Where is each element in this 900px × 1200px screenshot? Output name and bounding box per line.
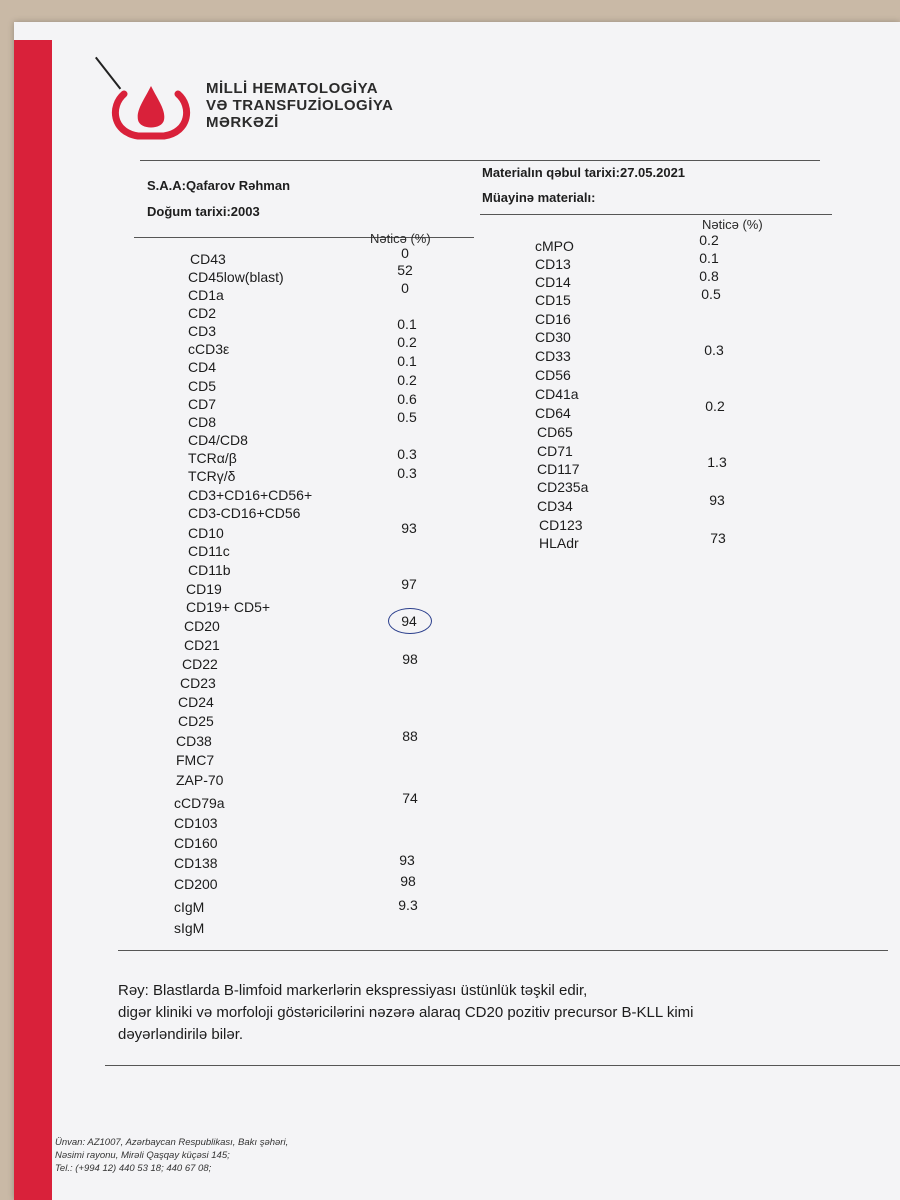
conclusion-line1: Rəy: Blastlarda B-limfoid markerlərin ekspressiyası üstünlük təşkil edir,	[118, 982, 588, 999]
marker-name: cCD79a	[174, 795, 225, 811]
marker-name: CD16	[535, 311, 571, 327]
marker-value: 97	[401, 576, 417, 592]
marker-value: 0.6	[397, 391, 417, 407]
marker-name: CD43	[190, 251, 226, 267]
marker-name: CD4/CD8	[188, 432, 248, 448]
marker-name: CD41a	[535, 386, 579, 402]
footer-line2: Nəsimi rayonu, Mirəli Qaşqay küçəsi 145;	[55, 1150, 230, 1161]
conclusion-bottom-line	[105, 1065, 900, 1066]
marker-name: CD160	[174, 835, 218, 851]
marker-name: CD20	[184, 618, 220, 634]
marker-value: 0.2	[699, 232, 719, 248]
marker-name: CD2	[188, 305, 217, 321]
marker-value: 74	[402, 790, 418, 806]
organization-name	[206, 80, 393, 131]
conclusion-line3: dəyərləndirilə bilər.	[118, 1026, 244, 1043]
marker-value: 0	[401, 280, 409, 296]
marker-value: 98	[400, 873, 416, 889]
marker-value: 73	[710, 530, 726, 546]
marker-name: CD8	[188, 414, 217, 430]
left-result-header: Nəticə (%)	[370, 231, 431, 246]
marker-name: CD19	[186, 581, 222, 597]
marker-value: 0.1	[397, 316, 417, 332]
marker-name: CD71	[537, 443, 573, 459]
conclusion-line2: digər kliniki və morfoloji göstəricilərini nəzərə alaraq CD20 pozitiv precursor B-KLL kimi	[118, 1004, 694, 1021]
birth-date: Doğum tarixi:2003	[147, 204, 260, 219]
marker-name: CD123	[539, 517, 583, 533]
marker-name: CD11c	[188, 543, 230, 559]
marker-name: CD19+ CD5+	[186, 599, 271, 615]
marker-name: CD38	[176, 733, 212, 749]
marker-value: 0.8	[699, 268, 719, 284]
marker-value-circled: 94	[401, 613, 417, 629]
marker-name: cIgM	[174, 899, 205, 915]
marker-name: TCRα/β	[188, 450, 237, 466]
marker-value: 98	[402, 651, 418, 667]
marker-name: CD33	[535, 348, 571, 364]
footer-line3: Tel.: (+994 12) 440 53 18; 440 67 08;	[55, 1163, 212, 1174]
patient-name: S.A.A:Qafarov Rəhman	[147, 178, 291, 193]
marker-name: cMPO	[535, 238, 574, 254]
received-date: Materialın qəbul tarixi:27.05.2021	[482, 165, 686, 180]
marker-name: HLAdr	[539, 535, 579, 551]
marker-name: CD14	[535, 274, 571, 290]
marker-name: CD4	[188, 359, 217, 375]
marker-name: CD56	[535, 367, 571, 383]
marker-name: CD7	[188, 396, 217, 412]
header-divider	[140, 160, 820, 161]
marker-name: CD24	[178, 694, 214, 710]
marker-name: CD13	[535, 256, 571, 272]
marker-value: 93	[709, 492, 725, 508]
marker-value: 1.3	[707, 454, 727, 470]
marker-name: CD5	[188, 378, 217, 394]
marker-name: CD3	[188, 323, 217, 339]
blood-drop-logo-icon	[108, 80, 194, 140]
footer-line1: Ünvan: AZ1007, Azərbaycan Respublikası, Bakı şəhəri,	[55, 1137, 289, 1148]
marker-value: 0	[401, 245, 409, 261]
marker-name: CD21	[184, 637, 220, 653]
marker-value: 52	[397, 262, 413, 278]
marker-name: CD25	[178, 713, 214, 729]
conclusion-top-line	[118, 950, 888, 951]
marker-name: CD22	[182, 656, 218, 672]
right-header-line	[480, 214, 832, 215]
marker-name: CD1a	[188, 287, 224, 303]
org-name-line3: MƏRKƏZİ	[206, 114, 279, 131]
marker-name: CD34	[537, 498, 573, 514]
handwritten-circle	[388, 608, 432, 634]
marker-name: TCRγ/δ	[188, 468, 236, 484]
marker-value: 0.5	[397, 409, 417, 425]
marker-value: 0.5	[701, 286, 721, 302]
marker-name: FMC7	[176, 752, 215, 768]
marker-value: 0.2	[705, 398, 725, 414]
marker-name: CD103	[174, 815, 218, 831]
marker-name: sIgM	[174, 920, 205, 936]
marker-name: CD64	[535, 405, 571, 421]
marker-value: 9.3	[398, 897, 418, 913]
marker-name: cCD3ε	[188, 341, 230, 357]
marker-value: 88	[402, 728, 418, 744]
marker-name: CD10	[188, 525, 224, 541]
conclusion-text	[118, 980, 838, 1046]
marker-value: 0.3	[704, 342, 724, 358]
footer-address	[55, 1136, 385, 1175]
marker-value: 0.2	[397, 372, 417, 388]
marker-name: CD65	[537, 424, 573, 440]
right-result-header: Nəticə (%)	[702, 217, 763, 232]
marker-name: CD200	[174, 876, 218, 892]
marker-value: 93	[399, 852, 415, 868]
org-name-line1: MİLLİ HEMATOLOGİYA	[206, 80, 379, 97]
marker-name: CD138	[174, 855, 218, 871]
marker-name: CD235a	[537, 479, 589, 495]
marker-name: CD3-CD16+CD56	[188, 505, 301, 521]
org-name-line2: VƏ TRANSFUZİOLOGİYA	[206, 97, 394, 114]
marker-name: CD15	[535, 292, 571, 308]
marker-value: 0.3	[397, 465, 417, 481]
marker-name: CD45low(blast)	[188, 269, 284, 285]
marker-name: CD3+CD16+CD56+	[188, 487, 313, 503]
marker-value: 93	[401, 520, 417, 536]
letterhead-red-band	[14, 40, 52, 1200]
marker-name: CD23	[180, 675, 216, 691]
exam-material: Müayinə materialı:	[482, 190, 596, 205]
marker-name: CD30	[535, 329, 571, 345]
marker-name: ZAP-70	[176, 772, 224, 788]
marker-name: CD11b	[188, 562, 231, 578]
marker-value: 0.1	[699, 250, 719, 266]
marker-value: 0.1	[397, 353, 417, 369]
marker-value: 0.2	[397, 334, 417, 350]
marker-name: CD117	[537, 461, 580, 477]
marker-value: 0.3	[397, 446, 417, 462]
